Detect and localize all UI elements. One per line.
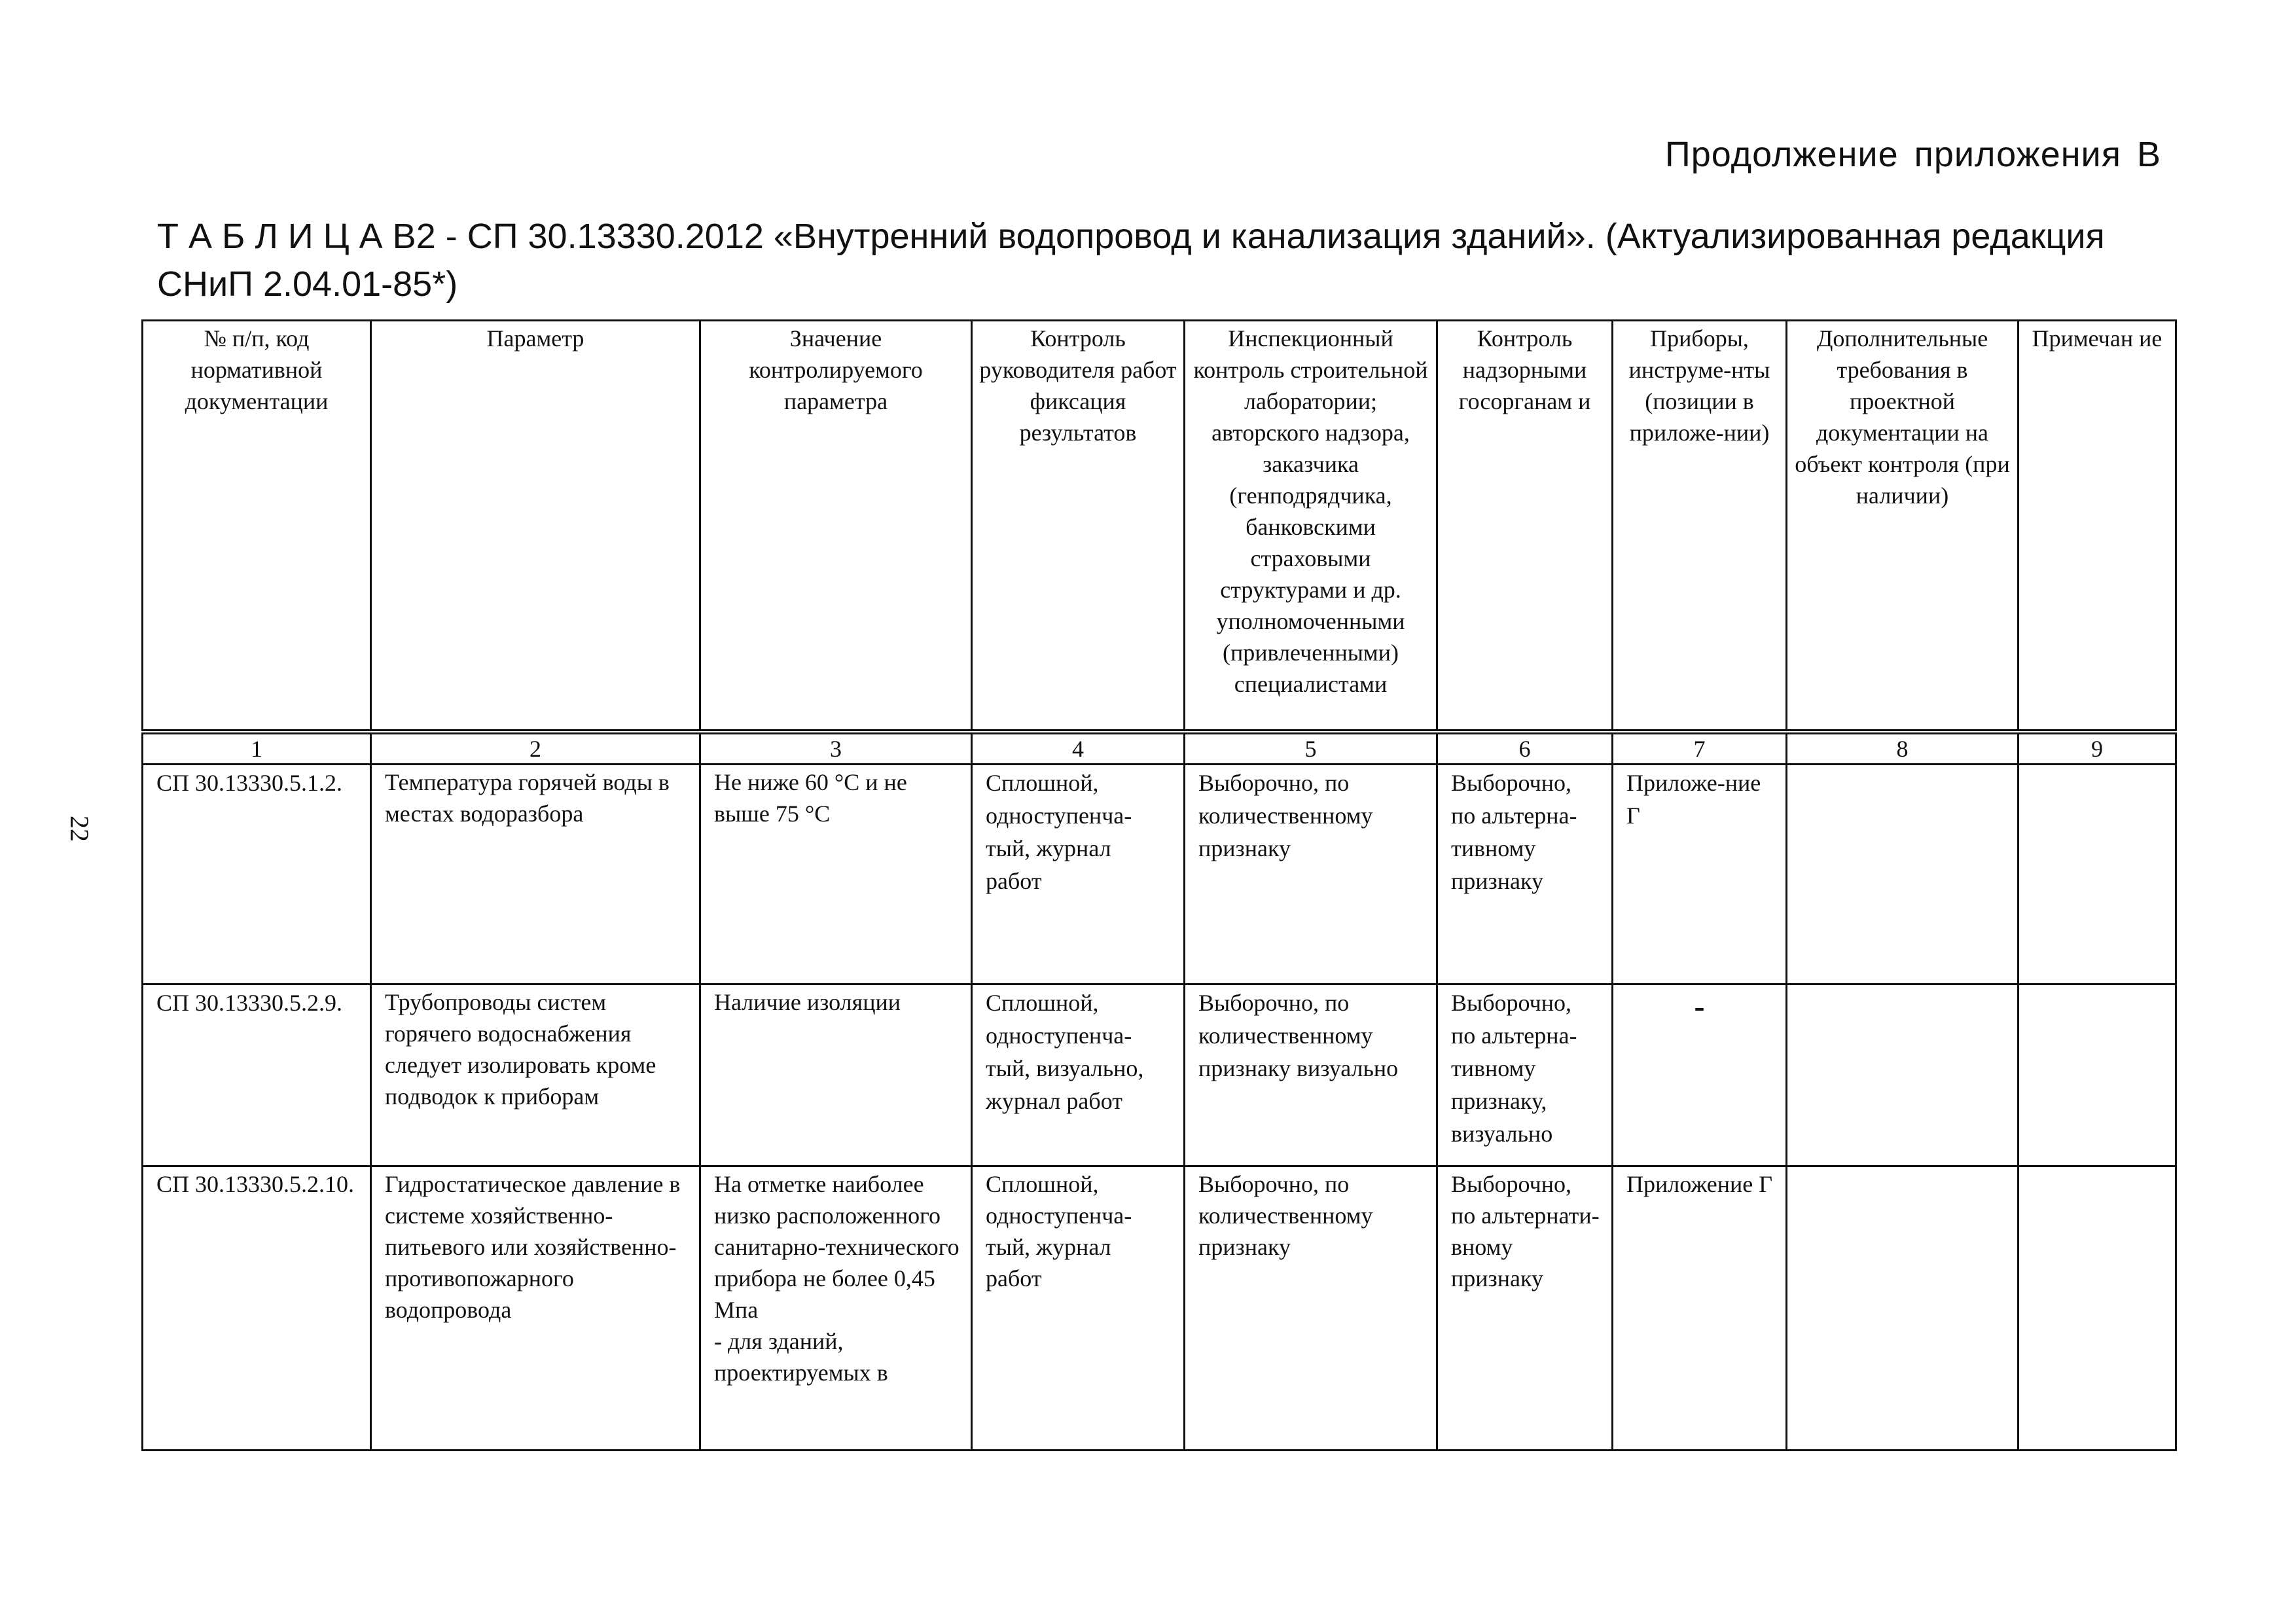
cell-inspection-control: Выборочно, по количественному признаку xyxy=(1185,1166,1437,1450)
header-additional: Дополнительные требования в проектной документации на объект контроля (при наличии) xyxy=(1787,321,2018,732)
table-row xyxy=(143,984,2176,1166)
cell-instruments: Приложение Г xyxy=(1613,1166,1787,1450)
cell-parameter: Температура горячей воды в местах водоразбора xyxy=(371,764,700,984)
header-value: Значение контролируемого параметра xyxy=(700,321,972,732)
cell-state-control: Выборочно, по альтерна-тивному признаку, визуально xyxy=(1437,984,1613,1166)
cell-inspection-control: Выборочно, по количественному признаку xyxy=(1185,764,1437,984)
cell-value: Не ниже 60 °С и не выше 75 °С xyxy=(700,764,972,984)
column-number: 5 xyxy=(1185,732,1437,765)
column-number: 3 xyxy=(700,732,972,765)
cell-additional xyxy=(1787,764,2018,984)
header-row xyxy=(143,321,2176,732)
cell-code: СП 30.13330.5.2.10. xyxy=(143,1166,371,1450)
cell-manager-control: Сплошной, одноступенча-тый, журнал работ xyxy=(972,1166,1185,1450)
cell-instruments: Приложе-ние Г xyxy=(1613,764,1787,984)
cell-additional xyxy=(1787,1166,2018,1450)
table-title: Т А Б Л И Ц А В2 - СП 30.13330.2012 «Внутренний водопровод и канализация зданий». (Актуализированная редакция СНиП 2.04.01-85*) xyxy=(157,217,2105,304)
table-row xyxy=(143,764,2176,984)
cell-instruments: - xyxy=(1613,984,1787,1166)
cell-note xyxy=(2018,984,2176,1166)
column-number: 8 xyxy=(1787,732,2018,765)
header-code: № п/п, код нормативной документации xyxy=(143,321,371,732)
cell-value: На отметке наиболее низко расположенного санитарно-технического прибора не более 0,45 Мпа - для зданий, проектируемых в xyxy=(700,1166,972,1450)
header-state-control: Контроль надзорными госорганам и xyxy=(1437,321,1613,732)
cell-code: СП 30.13330.5.1.2. xyxy=(143,764,371,984)
column-number: 4 xyxy=(972,732,1185,765)
header-instruments: Приборы, инструме-нты (позиции в приложе-нии) xyxy=(1613,321,1787,732)
cell-code: СП 30.13330.5.2.9. xyxy=(143,984,371,1166)
header-parameter: Параметр xyxy=(371,321,700,732)
cell-manager-control: Сплошной, одноступенча-тый, журнал работ xyxy=(972,764,1185,984)
cell-state-control: Выборочно, по альтерна-тивному признаку xyxy=(1437,764,1613,984)
header-inspection-control: Инспекционный контроль строительной лаборатории; авторского надзора, заказчика (генподрядчика, банковскими страховыми структурами и др. уполномоченными (привлеченными) специалистами xyxy=(1185,321,1437,732)
page-number: 22 xyxy=(65,816,94,842)
cell-manager-control: Сплошной, одноступенча-тый, визуально, журнал работ xyxy=(972,984,1185,1166)
table-container xyxy=(141,319,2175,1451)
cell-parameter: Трубопроводы систем горячего водоснабжения следует изолировать кроме подводок к приборам xyxy=(371,984,700,1166)
cell-value: Наличие изоляции xyxy=(700,984,972,1166)
cell-parameter: Гидростатическое давление в системе хозяйственно-питьевого или хозяйственно-противопожарного водопровода xyxy=(371,1166,700,1450)
table-row xyxy=(143,1166,2176,1450)
cell-state-control: Выборочно, по альтернати-вному признаку xyxy=(1437,1166,1613,1450)
cell-inspection-control: Выборочно, по количественному признаку визуально xyxy=(1185,984,1437,1166)
column-number: 6 xyxy=(1437,732,1613,765)
cell-note xyxy=(2018,764,2176,984)
column-number-row xyxy=(143,732,2176,765)
continuation-label: Продолжение приложения В xyxy=(1664,135,2161,174)
control-table xyxy=(141,319,2177,1451)
column-number: 1 xyxy=(143,732,371,765)
header-manager-control: Контроль руководителя работ фиксация результатов xyxy=(972,321,1185,732)
cell-additional xyxy=(1787,984,2018,1166)
column-number: 2 xyxy=(371,732,700,765)
column-number: 9 xyxy=(2018,732,2176,765)
header-note: Примечан ие xyxy=(2018,321,2176,732)
column-number: 7 xyxy=(1613,732,1787,765)
cell-note xyxy=(2018,1166,2176,1450)
